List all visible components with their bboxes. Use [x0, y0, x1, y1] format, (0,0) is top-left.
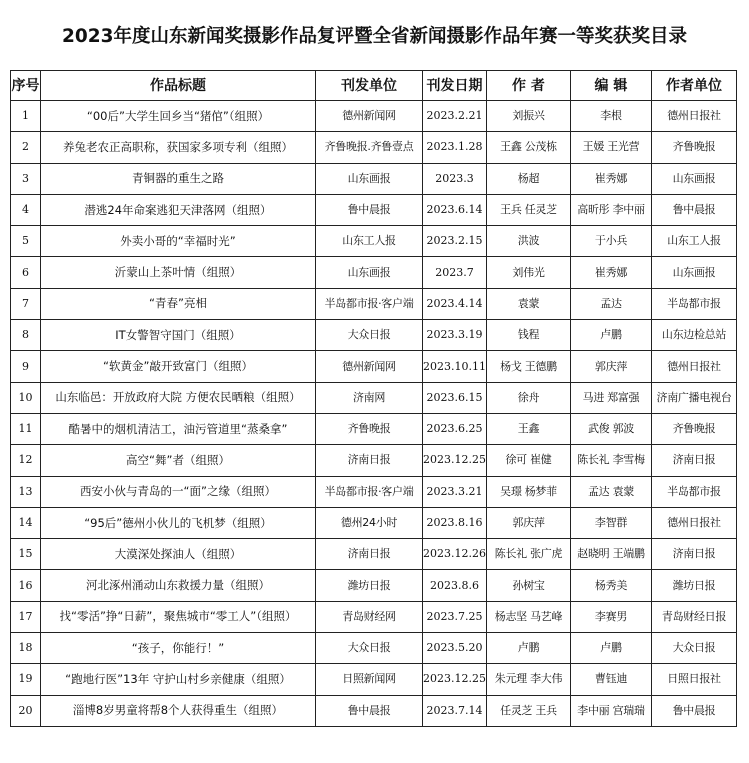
author-cell: 徐舟: [486, 382, 570, 413]
row-number-cell: 6: [11, 257, 41, 288]
publish-date-cell: 2023.3: [423, 163, 487, 194]
editor-cell: 李根: [570, 101, 651, 132]
editor-cell: 孟达: [570, 288, 651, 319]
row-number-cell: 2: [11, 132, 41, 163]
editor-cell: 于小兵: [570, 226, 651, 257]
table-row: [11, 539, 737, 570]
table-row: [11, 101, 737, 132]
table-header-row: [11, 71, 737, 101]
publish-date-cell: 2023.12.25: [423, 445, 487, 476]
award-table: [10, 70, 737, 727]
editor-cell: 王媛 王光营: [570, 132, 651, 163]
editor-cell: 崔秀娜: [570, 163, 651, 194]
publisher-cell: 德州新闻网: [316, 101, 423, 132]
publisher-cell: 大众日报: [316, 633, 423, 664]
publisher-cell: 山东画报: [316, 163, 423, 194]
work-title-cell: 山东临邑：开放政府大院 方便农民晒粮（组照）: [41, 382, 316, 413]
author-cell: 朱元理 李大伟: [486, 664, 570, 695]
table-row: [11, 507, 737, 538]
author-cell: 王鑫: [486, 413, 570, 444]
work-title-cell: 潜逃24年命案逃犯天津落网（组照）: [41, 194, 316, 225]
row-number-cell: 1: [11, 101, 41, 132]
publish-date-cell: 2023.6.25: [423, 413, 487, 444]
work-title-cell: “00后”大学生回乡当“猪倌”（组照）: [41, 101, 316, 132]
publisher-cell: 山东工人报: [316, 226, 423, 257]
work-title-cell: “孩子，你能行！”: [41, 633, 316, 664]
table-row: [11, 257, 737, 288]
work-title-cell: 沂蒙山上茶叶情（组照）: [41, 257, 316, 288]
author-cell: 徐可 崔健: [486, 445, 570, 476]
author-cell: 任灵芝 王兵: [486, 695, 570, 726]
editor-cell: 曹钰迪: [570, 664, 651, 695]
row-number-cell: 7: [11, 288, 41, 319]
publish-date-cell: 2023.12.25: [423, 664, 487, 695]
table-row: [11, 351, 737, 382]
publish-date-cell: 2023.10.11: [423, 351, 487, 382]
publish-date-cell: 2023.3.21: [423, 476, 487, 507]
work-title-cell: 西安小伙与青岛的一“面”之缘（组照）: [41, 476, 316, 507]
publisher-cell: 大众日报: [316, 320, 423, 351]
row-number-cell: 16: [11, 570, 41, 601]
publish-date-cell: 2023.8.16: [423, 507, 487, 538]
author-cell: 袁蒙: [486, 288, 570, 319]
publisher-cell: 山东画报: [316, 257, 423, 288]
publish-date-cell: 2023.6.14: [423, 194, 487, 225]
author-unit-cell: 齐鲁晚报: [651, 132, 736, 163]
author-cell: 孙树宝: [486, 570, 570, 601]
table-row: [11, 288, 737, 319]
author-cell: 刘伟光: [486, 257, 570, 288]
author-cell: 陈长礼 张广虎: [486, 539, 570, 570]
table-row: [11, 226, 737, 257]
editor-cell: 杨秀美: [570, 570, 651, 601]
row-number-cell: 13: [11, 476, 41, 507]
publisher-cell: 半岛都市报·客户端: [316, 288, 423, 319]
work-title-cell: “95后”德州小伙儿的飞机梦（组照）: [41, 507, 316, 538]
author-unit-cell: 山东工人报: [651, 226, 736, 257]
author-cell: 杨戈 王德鹏: [486, 351, 570, 382]
work-title-cell: 高空“舞”者（组照）: [41, 445, 316, 476]
table-row: [11, 320, 737, 351]
table-body: [11, 101, 737, 727]
table-row: [11, 633, 737, 664]
publish-date-cell: 2023.1.28: [423, 132, 487, 163]
document-title: 2023年度山东新闻奖摄影作品复评暨全省新闻摄影作品年赛一等奖获奖目录: [62, 26, 687, 47]
author-unit-cell: 鲁中晨报: [651, 695, 736, 726]
header-editor: 编 辑: [570, 71, 651, 101]
publisher-cell: 济南日报: [316, 539, 423, 570]
editor-cell: 郭庆萍: [570, 351, 651, 382]
row-number-cell: 19: [11, 664, 41, 695]
author-cell: 杨志坚 马艺峰: [486, 601, 570, 632]
row-number-cell: 8: [11, 320, 41, 351]
row-number-cell: 5: [11, 226, 41, 257]
author-unit-cell: 济南广播电视台: [651, 382, 736, 413]
work-title-cell: 河北涿州涌动山东救援力量（组照）: [41, 570, 316, 601]
table-row: [11, 570, 737, 601]
author-cell: 钱程: [486, 320, 570, 351]
row-number-cell: 15: [11, 539, 41, 570]
work-title-cell: 外卖小哥的“幸福时光”: [41, 226, 316, 257]
editor-cell: 李智群: [570, 507, 651, 538]
editor-cell: 李中丽 宫瑞瑞: [570, 695, 651, 726]
author-unit-cell: 青岛财经日报: [651, 601, 736, 632]
author-unit-cell: 齐鲁晚报: [651, 413, 736, 444]
author-unit-cell: 鲁中晨报: [651, 194, 736, 225]
work-title-cell: “软黄金”敲开致富门（组照）: [41, 351, 316, 382]
editor-cell: 卢鹏: [570, 320, 651, 351]
publisher-cell: 日照新闻网: [316, 664, 423, 695]
row-number-cell: 9: [11, 351, 41, 382]
author-cell: 郭庆萍: [486, 507, 570, 538]
work-title-cell: 养兔老农正高职称，获国家多项专利（组照）: [41, 132, 316, 163]
publisher-cell: 半岛都市报·客户端: [316, 476, 423, 507]
author-unit-cell: 德州日报社: [651, 507, 736, 538]
editor-cell: 李赛男: [570, 601, 651, 632]
publish-date-cell: 2023.4.14: [423, 288, 487, 319]
editor-cell: 高昕彤 李中丽: [570, 194, 651, 225]
editor-cell: 孟达 袁蒙: [570, 476, 651, 507]
author-unit-cell: 半岛都市报: [651, 288, 736, 319]
publish-date-cell: 2023.8.6: [423, 570, 487, 601]
author-unit-cell: 山东边检总站: [651, 320, 736, 351]
work-title-cell: “青春”亮相: [41, 288, 316, 319]
work-title-cell: 青铜器的重生之路: [41, 163, 316, 194]
author-cell: 王鑫 公茂栋: [486, 132, 570, 163]
header-title: 作品标题: [41, 71, 316, 101]
publish-date-cell: 2023.5.20: [423, 633, 487, 664]
table-row: [11, 601, 737, 632]
author-unit-cell: 山东画报: [651, 257, 736, 288]
table-row: [11, 445, 737, 476]
author-cell: 洪波: [486, 226, 570, 257]
table-row: [11, 413, 737, 444]
publisher-cell: 德州24小时: [316, 507, 423, 538]
publish-date-cell: 2023.6.15: [423, 382, 487, 413]
publish-date-cell: 2023.2.15: [423, 226, 487, 257]
publish-date-cell: 2023.7: [423, 257, 487, 288]
work-title-cell: “跑地行医”13年 守护山村乡亲健康（组照）: [41, 664, 316, 695]
editor-cell: 赵晓明 王端鹏: [570, 539, 651, 570]
publish-date-cell: 2023.3.19: [423, 320, 487, 351]
table-row: [11, 132, 737, 163]
publisher-cell: 齐鲁晚报.齐鲁壹点: [316, 132, 423, 163]
editor-cell: 马进 郑富强: [570, 382, 651, 413]
row-number-cell: 12: [11, 445, 41, 476]
work-title-cell: IT女警智守国门（组照）: [41, 320, 316, 351]
publisher-cell: 潍坊日报: [316, 570, 423, 601]
row-number-cell: 18: [11, 633, 41, 664]
author-unit-cell: 德州日报社: [651, 351, 736, 382]
table-row: [11, 382, 737, 413]
publisher-cell: 济南日报: [316, 445, 423, 476]
publisher-cell: 青岛财经网: [316, 601, 423, 632]
publisher-cell: 鲁中晨报: [316, 695, 423, 726]
author-cell: 卢鹏: [486, 633, 570, 664]
work-title-cell: 酷暑中的烟机清洁工，油污管道里“蒸桑拿”: [41, 413, 316, 444]
editor-cell: 卢鹏: [570, 633, 651, 664]
author-unit-cell: 大众日报: [651, 633, 736, 664]
table-row: [11, 695, 737, 726]
work-title-cell: 大漠深处探油人（组照）: [41, 539, 316, 570]
author-unit-cell: 济南日报: [651, 539, 736, 570]
header-author: 作 者: [486, 71, 570, 101]
publisher-cell: 齐鲁晚报: [316, 413, 423, 444]
table-row: [11, 194, 737, 225]
editor-cell: 陈长礼 李雪梅: [570, 445, 651, 476]
row-number-cell: 17: [11, 601, 41, 632]
table-row: [11, 664, 737, 695]
author-cell: 吴璟 杨梦菲: [486, 476, 570, 507]
table-row: [11, 163, 737, 194]
row-number-cell: 4: [11, 194, 41, 225]
author-cell: 刘振兴: [486, 101, 570, 132]
publish-date-cell: 2023.7.25: [423, 601, 487, 632]
header-publisher: 刊发单位: [316, 71, 423, 101]
author-unit-cell: 德州日报社: [651, 101, 736, 132]
publisher-cell: 鲁中晨报: [316, 194, 423, 225]
author-cell: 杨超: [486, 163, 570, 194]
work-title-cell: 淄博8岁男童将帮8个人获得重生（组照）: [41, 695, 316, 726]
publisher-cell: 德州新闻网: [316, 351, 423, 382]
table-row: [11, 476, 737, 507]
author-unit-cell: 济南日报: [651, 445, 736, 476]
row-number-cell: 20: [11, 695, 41, 726]
author-unit-cell: 日照日报社: [651, 664, 736, 695]
author-cell: 王兵 任灵芝: [486, 194, 570, 225]
editor-cell: 武俊 郭波: [570, 413, 651, 444]
editor-cell: 崔秀娜: [570, 257, 651, 288]
row-number-cell: 3: [11, 163, 41, 194]
header-date: 刊发日期: [423, 71, 487, 101]
author-unit-cell: 潍坊日报: [651, 570, 736, 601]
work-title-cell: 找“零活”挣“日薪”，聚焦城市“零工人”（组照）: [41, 601, 316, 632]
publish-date-cell: 2023.7.14: [423, 695, 487, 726]
header-no: 序号: [11, 71, 41, 101]
header-unit: 作者单位: [651, 71, 736, 101]
row-number-cell: 11: [11, 413, 41, 444]
row-number-cell: 10: [11, 382, 41, 413]
author-unit-cell: 山东画报: [651, 163, 736, 194]
row-number-cell: 14: [11, 507, 41, 538]
author-unit-cell: 半岛都市报: [651, 476, 736, 507]
publish-date-cell: 2023.12.26: [423, 539, 487, 570]
publish-date-cell: 2023.2.21: [423, 101, 487, 132]
publisher-cell: 济南网: [316, 382, 423, 413]
